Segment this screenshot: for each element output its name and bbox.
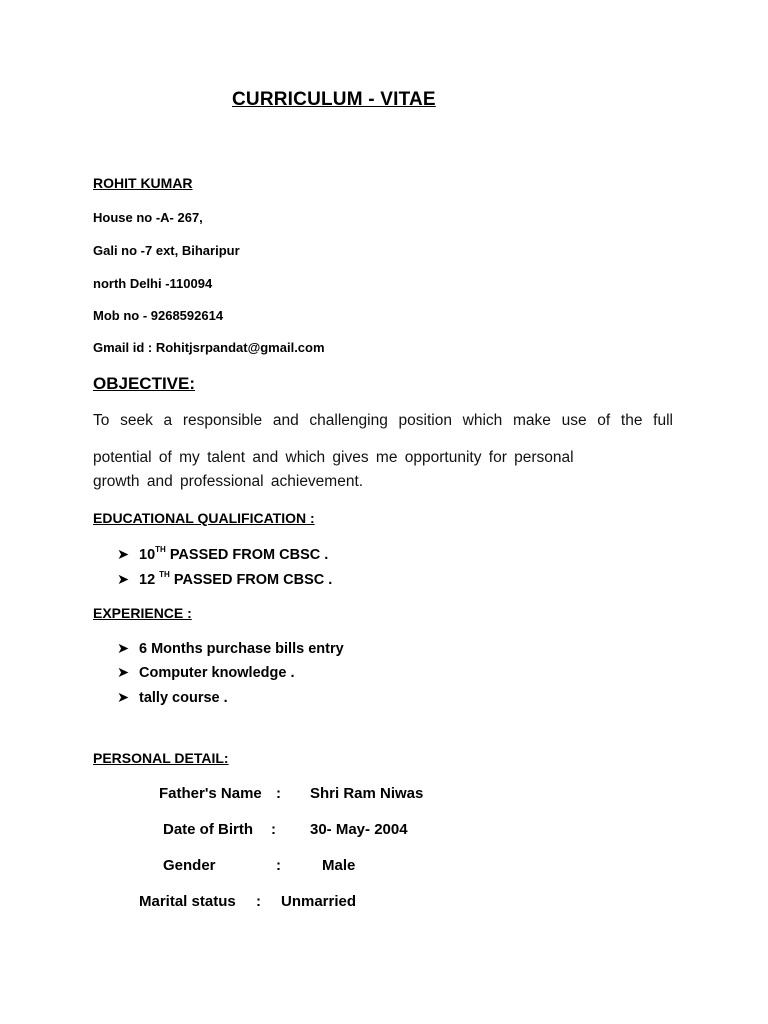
gender-colon: : bbox=[276, 857, 281, 874]
education-item-num: 10 bbox=[139, 547, 156, 563]
address-line-3: north Delhi -110094 bbox=[93, 276, 213, 291]
education-item-sup: TH bbox=[155, 545, 166, 554]
marital-status-label: Marital status bbox=[139, 893, 236, 910]
personal-detail-heading: PERSONAL DETAIL: bbox=[93, 750, 229, 766]
education-item bbox=[117, 545, 328, 563]
mobile-number: Mob no - 9268592614 bbox=[93, 308, 224, 323]
dob-colon: : bbox=[271, 821, 276, 838]
education-item-text: PASSED FROM CBSC . bbox=[169, 572, 333, 588]
father-name-label: Father's Name bbox=[159, 785, 262, 802]
arrow-bullet-icon: ➤ bbox=[117, 665, 130, 681]
dob-value: 30- May- 2004 bbox=[310, 821, 408, 838]
address-line-1: House no -A- 267, bbox=[93, 210, 203, 225]
objective-heading: OBJECTIVE: bbox=[93, 374, 196, 393]
gender-label: Gender bbox=[163, 857, 216, 874]
education-item-num: 12 bbox=[139, 572, 160, 588]
experience-item-text: Computer knowledge . bbox=[139, 665, 295, 681]
education-item bbox=[117, 570, 332, 588]
arrow-bullet-icon: ➤ bbox=[117, 690, 130, 706]
experience-item bbox=[117, 665, 295, 681]
dob-label: Date of Birth bbox=[163, 821, 253, 838]
marital-status-colon: : bbox=[256, 893, 261, 910]
experience-heading: EXPERIENCE : bbox=[93, 605, 192, 621]
email-address: Gmail id : Rohitjsrpandat@gmail.com bbox=[93, 340, 325, 355]
experience-item-text: tally course . bbox=[139, 690, 228, 706]
education-item-sup: TH bbox=[159, 570, 170, 579]
candidate-name: ROHIT KUMAR bbox=[93, 175, 193, 191]
arrow-bullet-icon: ➤ bbox=[117, 572, 130, 588]
education-heading: EDUCATIONAL QUALIFICATION : bbox=[93, 510, 315, 526]
father-name-colon: : bbox=[276, 785, 281, 802]
arrow-bullet-icon: ➤ bbox=[117, 641, 130, 657]
arrow-bullet-icon: ➤ bbox=[117, 547, 130, 563]
objective-line-2: potential of my talent and which gives me opportunity for personal bbox=[93, 449, 574, 466]
education-item-text: PASSED FROM CBSC . bbox=[165, 547, 329, 563]
address-line-2: Gali no -7 ext, Biharipur bbox=[93, 243, 240, 258]
page-title: CURRICULUM - VITAE bbox=[232, 89, 436, 110]
gender-value: Male bbox=[322, 857, 356, 874]
objective-line-3: growth and professional achievement. bbox=[93, 473, 364, 490]
father-name-value: Shri Ram Niwas bbox=[310, 785, 424, 802]
objective-line-1: To seek a responsible and challenging position which make use of the full bbox=[93, 412, 673, 429]
experience-item bbox=[117, 690, 228, 706]
experience-item-text: 6 Months purchase bills entry bbox=[139, 641, 344, 657]
experience-item bbox=[117, 641, 344, 657]
marital-status-value: Unmarried bbox=[281, 893, 357, 910]
